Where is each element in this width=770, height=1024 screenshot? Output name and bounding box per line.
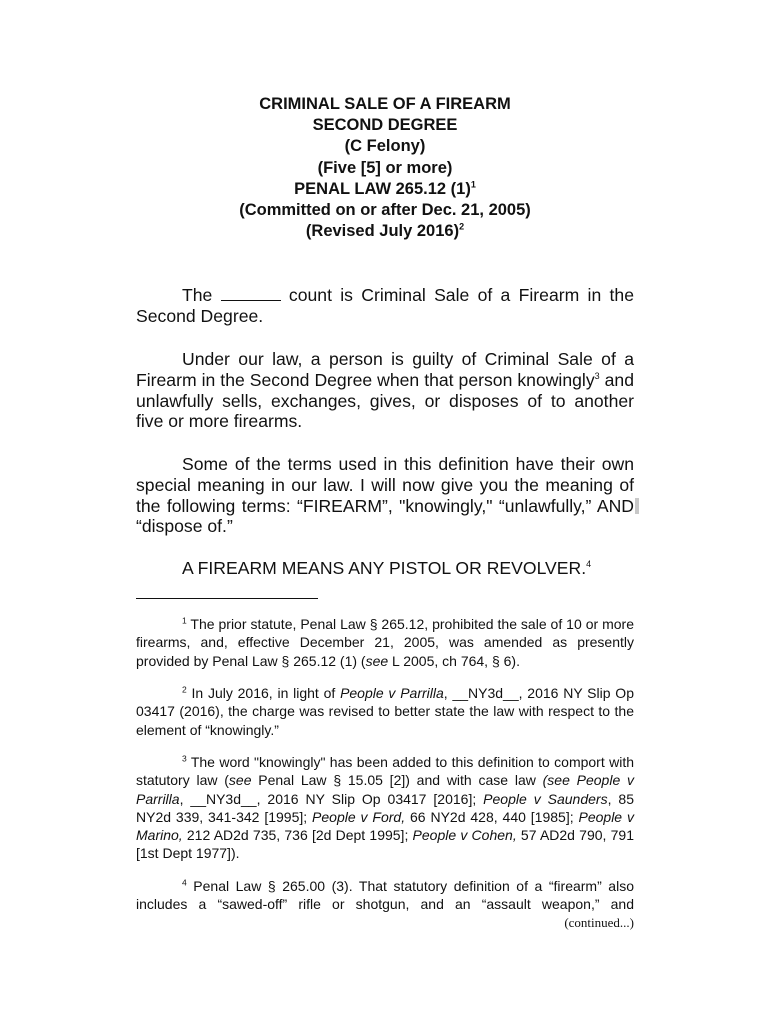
heading-effective-date: (Committed on or after Dec. 21, 2005) (239, 201, 531, 220)
paragraph-count-start: The (182, 285, 221, 305)
footnote-1-text-end: L 2005, ch 764, § 6). (388, 652, 520, 669)
footnote-3-case-marino: People v Marino, (136, 808, 634, 844)
footnote-ref-3: 3 (594, 370, 600, 381)
footnote-3-text-c: , __NY3d__, 2016 NY Slip Op 03417 [2016]; (179, 790, 484, 807)
paragraph-firearm-definition (136, 558, 634, 579)
footnote-3-number: 3 (182, 753, 187, 764)
footnote-1-number: 1 (182, 615, 187, 626)
continued-marker: (continued...) (564, 915, 634, 930)
footnote-3 (136, 753, 634, 863)
heading-felony-class: (C Felony) (344, 137, 426, 156)
footnote-2-text: In July 2016, in light of (186, 685, 341, 701)
footnote-ref-1: 1 (470, 179, 476, 190)
heading-statute (136, 179, 634, 200)
footnote-3-case-parrilla: (see People v Parrilla (136, 772, 635, 807)
footnote-4 (136, 877, 634, 914)
charge-heading (136, 94, 634, 242)
footnote-3-case-ford: People v Ford, (312, 808, 406, 825)
heading-title: CRIMINAL SALE OF A FIREARM (259, 95, 511, 113)
firearm-definition-text: A FIREARM MEANS ANY PISTOL OR REVOLVER. (182, 558, 587, 578)
footnote-1-text: The prior statute, Penal Law § 265.12, prohibited the sale of 10 or more firearms, and, effective December 21, 2005, was amended as presently provided by Penal Law § 265.12 (1) ( (136, 616, 634, 669)
footnote-1-see: see (365, 652, 389, 669)
footnote-3-text-d: , 85 NY2d 339, 341-342 [1995]; (136, 790, 634, 825)
paragraph-definition (136, 349, 634, 432)
paragraph-terms (136, 454, 634, 537)
footnote-4-number: 4 (182, 877, 187, 888)
heading-revision (136, 221, 634, 242)
footnote-3-case-cohen: People v Cohen, (412, 827, 517, 844)
footnote-3-case-saunders: People v Saunders (483, 790, 608, 807)
footnote-1 (136, 615, 634, 670)
footnote-2-text-end: , __NY3d__, 2016 NY Slip Op 03417 (2016), the charge was revised to better state the law with respect to the element of “knowingly.” (136, 685, 634, 738)
footnote-2-case: People v Parrilla (340, 685, 444, 701)
text-cursor-mark (635, 498, 639, 514)
paragraph-count (136, 285, 634, 327)
heading-revision-text: (Revised July 2016) (305, 222, 460, 241)
footnote-3-text-f: 212 AD2d 735, 736 [2d Dept 1995]; (182, 827, 413, 844)
heading-statute-text: PENAL LAW 265.12 (1) (294, 179, 471, 198)
footnote-2 (136, 684, 634, 739)
footnote-4-text: Penal Law § 265.00 (3). That statutory definition of a “firearm” also includes a “sawed-off” rifle or shotgun, and an “assault weapon,” and (136, 878, 634, 913)
footnote-ref-2: 2 (459, 221, 465, 232)
paragraph-terms-text: Some of the terms used in this definition have their own special meaning in our law. I will now give you the meaning of the following terms: “FIREARM”, "knowingly," “unlawfully,” AND “dispose of.” (136, 454, 634, 537)
heading-degree: SECOND DEGREE (312, 116, 458, 135)
count-blank (221, 286, 281, 301)
footnote-2-number: 2 (182, 684, 187, 695)
footnote-3-text-a: The word "knowingly" has been added to this definition to comport with statutory law ( (136, 754, 634, 789)
footnote-separator (136, 598, 318, 599)
footnote-3-text-g: 57 AD2d 790, 791 [1st Dept 1977]). (136, 827, 634, 862)
heading-quantity: (Five [5] or more) (317, 158, 453, 177)
paragraph-count-end: count is Criminal Sale of a Firearm in the Second Degree. (136, 285, 634, 326)
paragraph-definition-end: and unlawfully sells, exchanges, gives, or disposes of to another five or more firearms. (136, 369, 634, 432)
footnote-3-see: see (228, 772, 252, 789)
footnote-3-text-e: 66 NY2d 428, 440 [1985]; (405, 808, 579, 825)
footnote-3-text-b: Penal Law § 15.05 [2]) and with case law (251, 772, 543, 789)
footnote-ref-4: 4 (586, 559, 592, 570)
paragraph-definition-start: Under our law, a person is guilty of Criminal Sale of a Firearm in the Second Degree when that person knowingly (136, 349, 634, 390)
